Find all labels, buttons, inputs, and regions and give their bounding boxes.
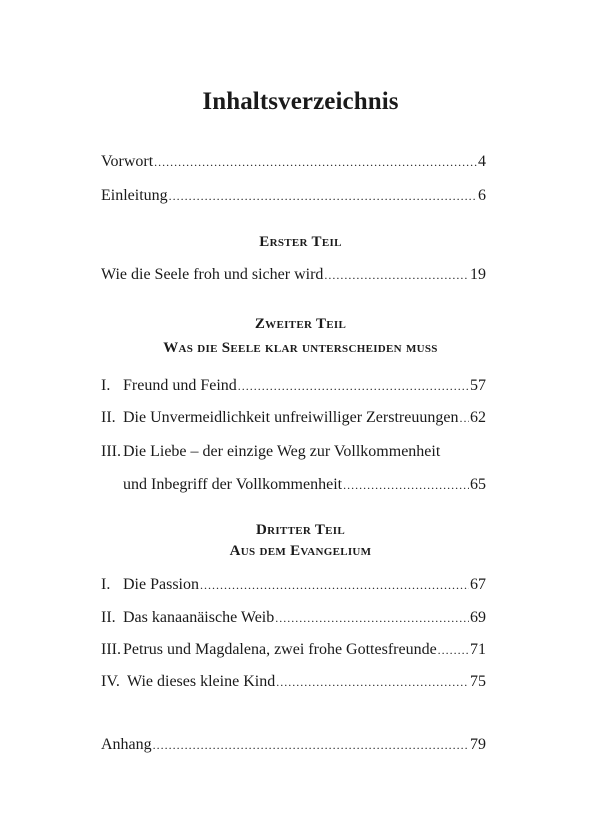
part-heading-3: Dritter Teil xyxy=(255,522,346,538)
toc-entry[interactable] xyxy=(101,442,486,462)
toc-entry-number: III. xyxy=(101,443,121,460)
toc-entry-title-continued: und Inbegriff der Vollkommenheit xyxy=(123,476,343,493)
toc-entry-page: 75 xyxy=(470,673,486,690)
dot-leader xyxy=(343,475,469,495)
toc-entry-page: 4 xyxy=(478,153,486,170)
toc-entry-page: 67 xyxy=(470,576,486,593)
toc-entry-title: Vorwort xyxy=(101,153,154,170)
toc-entry-page: 79 xyxy=(470,736,486,753)
toc-entry-number: II. xyxy=(101,609,116,626)
dot-leader xyxy=(238,376,469,396)
toc-entry-page: 71 xyxy=(470,641,486,658)
toc-entry-page: 69 xyxy=(470,609,486,626)
toc-entry[interactable] xyxy=(101,608,486,628)
toc-entry[interactable] xyxy=(101,265,486,285)
dot-leader xyxy=(169,186,477,206)
page-title: Inhaltsverzeichnis xyxy=(202,88,399,115)
part-heading-2: Zweiter Teil xyxy=(254,316,347,332)
toc-entry-number: I. xyxy=(101,377,111,394)
dot-leader xyxy=(200,575,469,595)
toc-entry-title: Wie die Seele froh und sicher wird xyxy=(101,266,324,283)
toc-entry-page: 19 xyxy=(470,266,486,283)
toc-entry-title: Petrus und Magdalena, zwei frohe Gottesfreunde xyxy=(123,641,437,658)
toc-entry-number: II. xyxy=(101,409,116,426)
toc-entry[interactable] xyxy=(101,408,486,428)
toc-entry-title: Die Liebe – der einzige Weg zur Vollkommenheit xyxy=(123,443,441,460)
toc-entry-page: 6 xyxy=(478,187,486,204)
toc-entry[interactable] xyxy=(101,376,486,396)
dot-leader xyxy=(275,608,469,628)
dot-leader xyxy=(324,265,469,285)
toc-entry-einleitung[interactable] xyxy=(101,186,486,206)
toc-entry[interactable] xyxy=(101,575,486,595)
part-subheading-3: Aus dem Evangelium xyxy=(229,543,372,559)
toc-entry[interactable] xyxy=(101,640,486,660)
part-heading-1: Erster Teil xyxy=(259,234,342,250)
toc-entry-page: 65 xyxy=(470,476,486,493)
toc-entry[interactable] xyxy=(101,672,486,692)
toc-entry-page: 57 xyxy=(470,377,486,394)
dot-leader xyxy=(438,640,469,660)
toc-entry-number: I. xyxy=(101,576,111,593)
toc-entry-title: Wie dieses kleine Kind xyxy=(127,673,276,690)
toc-entry-anhang[interactable] xyxy=(101,735,486,755)
toc-entry-title: Das kanaanäische Weib xyxy=(123,609,275,626)
dot-leader xyxy=(276,672,469,692)
toc-entry-continuation[interactable] xyxy=(123,475,486,495)
toc-entry-number: III. xyxy=(101,641,121,658)
toc-entry-vorwort[interactable] xyxy=(101,152,486,172)
toc-entry-title: Einleitung xyxy=(101,187,168,204)
part-subheading-2: Was die Seele klar unterscheiden muss xyxy=(163,340,438,356)
toc-entry-title: Die Passion xyxy=(123,576,199,593)
toc-entry-title: Freund und Feind xyxy=(123,377,237,394)
toc-entry-title: Anhang xyxy=(101,736,152,753)
dot-leader xyxy=(154,152,477,172)
dot-leader xyxy=(153,735,469,755)
toc-entry-title: Die Unvermeidlichkeit unfreiwilliger Zerstreuungen xyxy=(123,409,459,426)
toc-entry-page: 62 xyxy=(470,409,486,426)
toc-entry-number: IV. xyxy=(101,673,120,690)
dot-leader xyxy=(459,408,469,428)
